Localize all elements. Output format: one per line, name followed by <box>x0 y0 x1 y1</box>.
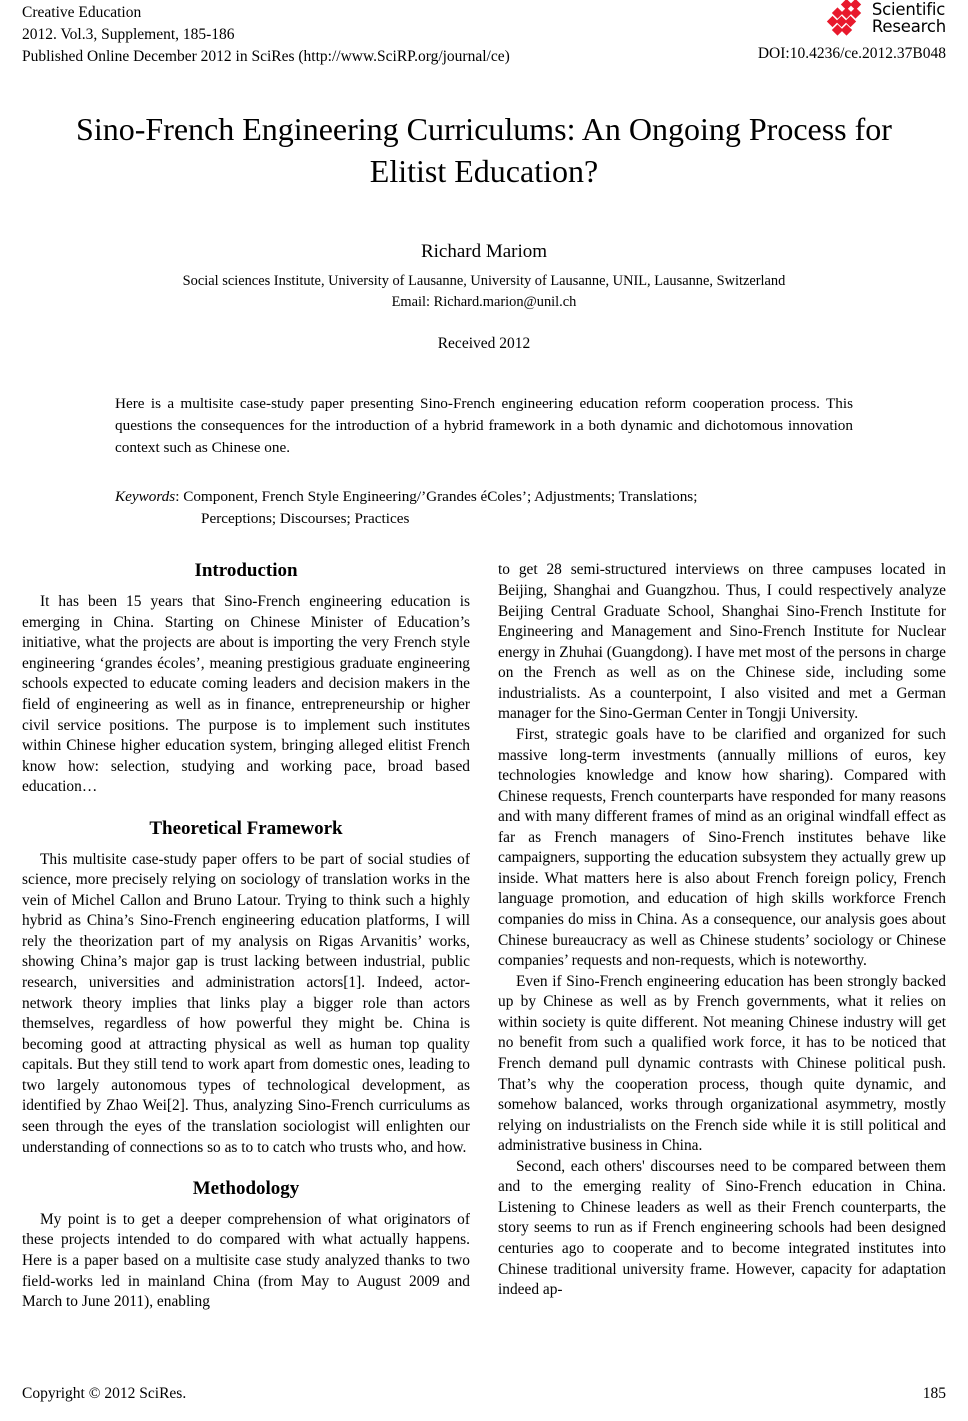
paragraph-second-discourses: Second, each others' discourses need to be compared between them and to the emerging reality of Sino-French education in China. Listening to Chinese leaders as well as their French counterparts, the story seems to run as if French engineering schools had been designed centuries ago to cooperate and to become integrated institutes into Chinese traditional university frame. However, capacity for adaptation indeed ap- <box>498 1157 946 1299</box>
masthead-journal-info <box>22 2 510 68</box>
doi-text: DOI:10.4236/ce.2012.37B048 <box>757 45 946 62</box>
left-column <box>22 560 470 1312</box>
author-name: Richard Mariom <box>420 241 548 263</box>
page-footer <box>22 1385 946 1403</box>
page-title: Sino-French Engineering Curriculums: An Ongoing Process for Elitist Education? <box>76 111 892 190</box>
masthead <box>22 0 946 72</box>
brand-wordmark <box>872 1 946 36</box>
paragraph-even-if-sino-french: Even if Sino-French engineering education has been strongly backed up by Chinese as well as by French governments, what it relies on within society is quite different. Not meaning Chinese industry will get no benefit from such a qualified work force, it has to be noticed that French demand pull dynamic contrasts with Chinese political push. That’s why the cooperation process, though quite dynamic, and somehow balanced, works through organizational asymmetry, mostly relying on industrialists on the French side while it is still political and administrative business in China. <box>498 972 946 1155</box>
abstract-block <box>115 393 853 531</box>
journal-issue: 2012. Vol.3, Supplement, 185-186 <box>22 26 235 43</box>
page-number: 185 <box>922 1385 946 1402</box>
journal-name: Creative Education <box>22 4 142 21</box>
section-heading-methodology: Methodology <box>192 1178 300 1200</box>
copyright-text: Copyright © 2012 SciRes. <box>22 1385 187 1402</box>
body-columns <box>22 560 946 1312</box>
brand-line-research: Research <box>871 17 946 36</box>
received-date: Received 2012 <box>437 334 531 352</box>
abstract-text: Here is a multisite case-study paper presenting Sino-French engineering education reform cooperation process. This questions the consequences for the introduction of a hybrid framework in a both dynamic and dichotomous innovation context such as Chinese one. <box>115 394 853 457</box>
keywords-line-1: : Component, French Style Engineering/’Grandes éColes’; Adjustments; Translations; <box>175 487 698 505</box>
journal-published-line: Published Online December 2012 in SciRes (http://www.SciRP.org/journal/ce) <box>22 48 510 65</box>
paragraph-methodology: My point is to get a deeper comprehension of what originators of these projects intended to do compared with what actually happens. Here is a paper based on a multisite case study analyzed thanks to two field-works led in mainland China (from May to August 2009 and March to June 2011), enabling <box>22 1210 470 1311</box>
keywords-block <box>115 486 853 531</box>
paragraph-first-strategic-goals: First, strategic goals have to be clarified and organized for such massive long-term investments (annually millions of euros, key technologies knowledge and know how sharing). Compared with Chinese requests, French counterparts have responded for many reasons and with many different frames of mind as an original windfall effect as far as French managers of Sino-French institutes behave like campaigners, supporting the education subsystem they actually grew up inside. What matters here is also about French foreign policy, French language promotion, and education of high skills workforce French companies do miss in China. As a consequence, our analysis goes about Chinese bureaucracy as well as Chinese students’ sociology or Chinese companies’ requests and non-requests, which is noteworthy. <box>498 725 946 970</box>
scientific-research-logo <box>825 0 946 36</box>
section-heading-introduction: Introduction <box>194 560 298 582</box>
keywords-label: Keywords <box>115 487 176 505</box>
paragraph-introduction: It has been 15 years that Sino-French engineering education is emerging in China. Starting on Chinese Minister of Education’s initiative, what the projects are about is importing the very French style engineering ‘grandes écoles’, meaning prestigious graduate engineering schools expected to educate coming leaders and decision makers in the field of engineering as well as in finance, entrepreneurship or higher civil service positions. The purpose is to implement such institutes within Chinese higher education system, bringing alleged elitist French know how: selection, studying and working pace, broad based education… <box>22 593 470 796</box>
author-email: Email: Richard.marion@unil.ch <box>391 293 577 310</box>
brand-line-scientific: Scientific <box>871 0 946 19</box>
diamond-cluster-icon <box>825 0 867 36</box>
right-column <box>498 560 946 1312</box>
keywords-line-2: Perceptions; Discourses; Practices <box>201 510 410 528</box>
author-affiliation: Social sciences Institute, University of Lausanne, University of Lausanne, UNIL, Lausanne, Switzerland <box>182 272 786 289</box>
section-heading-theoretical-framework: Theoretical Framework <box>149 817 343 839</box>
paragraph-methodology-continued: to get 28 semi-structured interviews on three campuses located in Beijing, Shanghai and Guangzhou. Thus, I could respectively analyze Beijing Central Graduate School, Shanghai Sino-French Institute for Engineering and Management and Sino-French Institute for Nuclear energy in Zhuhai (Guangdong). I have met most of the persons in charge on the French as well as on the Chinese side, including some industrialists. As a counterpoint, I also visited and met a German manager for the Sino-German Center in Tongji University. <box>498 561 946 723</box>
paragraph-theoretical-framework: This multisite case-study paper offers to be part of social studies of science, more precisely relying on sociology of translation works in the vein of Michel Callon and Bruno Latour. Trying to think such a highly hybrid as China’s Sino-French engineering education platforms, I will rely the theorization part of my analysis on Rigas Arvanitis’ works, showing China’s major gap is trust lacking between industrial, public research, universities and administration actors[1]. Indeed, actor-network theory implies that links play a bigger role than actors themselves, regardless of how powerful they might be. China is becoming good at attracting physical as well as human top quality capitals. But they still tend to work apart from domestic ones, leading to two largely autonomous types of technological development, as identified by Zhao Wei[2]. Thus, analyzing Sino-French curriculums as seen through the eyes of the translation sociologist will enlighten our understanding of connections so as to to catch who trusts who, and how. <box>22 850 470 1156</box>
